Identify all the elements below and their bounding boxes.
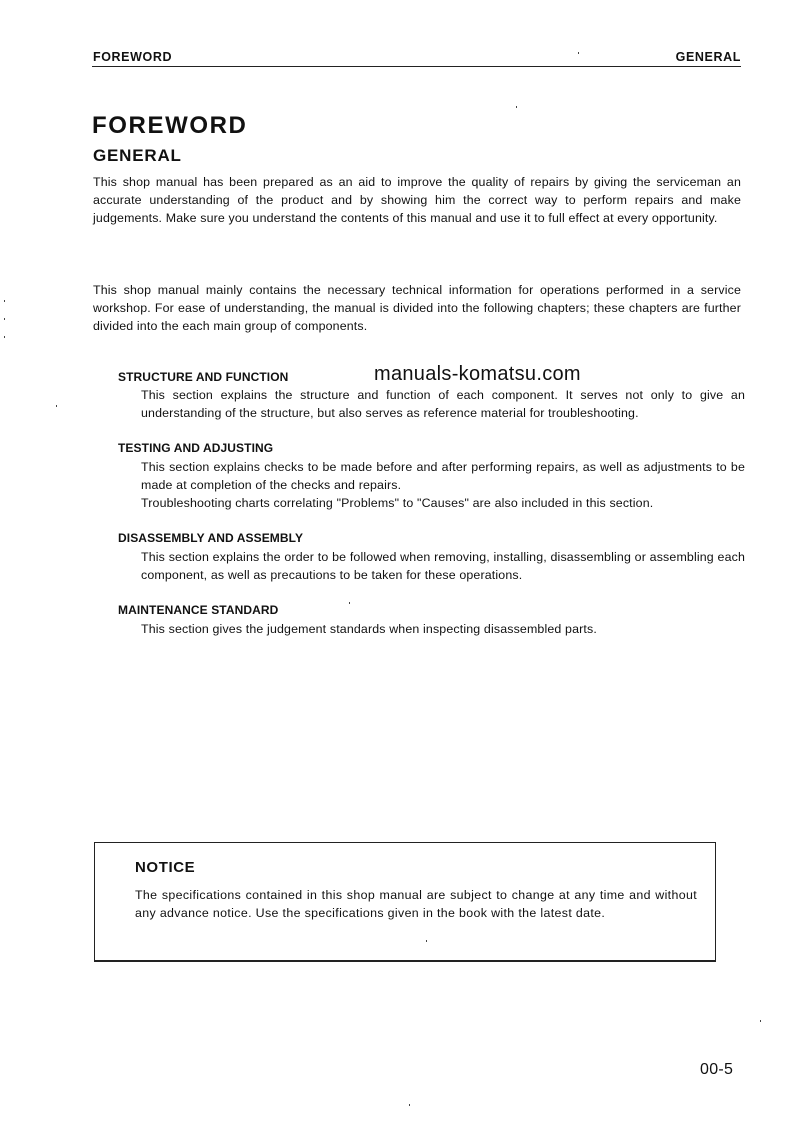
notice-box (94, 842, 716, 962)
header-rule (92, 66, 741, 67)
section-heading: STRUCTURE AND FUNCTION (118, 370, 289, 384)
section-heading: TESTING AND ADJUSTING (118, 441, 274, 455)
scan-speck (4, 318, 5, 320)
scan-speck (4, 300, 5, 302)
page-number: 00-5 (700, 1061, 734, 1078)
scan-speck (4, 336, 5, 338)
section-body-note: Troubleshooting charts correlating "Problems" to "Causes" are also included in this section. (141, 496, 654, 510)
header-chapter-title: FOREWORD (93, 50, 173, 64)
page-title: FOREWORD (92, 112, 248, 139)
scan-speck (349, 602, 350, 604)
intro-paragraph: This shop manual has been prepared as an aid to improve the quality of repairs by giving the serviceman an accurate understanding of the product and by showing him the correct way to perform repairs and make judgements. Make sure you understand the contents of this manual and use it to full effect at every opportunity. (93, 175, 741, 225)
watermark-url: manuals-komatsu.com (374, 363, 581, 385)
notice-title: NOTICE (135, 859, 196, 876)
scan-speck (56, 405, 57, 407)
scan-speck (426, 940, 427, 942)
section-heading: MAINTENANCE STANDARD (118, 603, 279, 617)
page-subtitle: GENERAL (93, 146, 182, 165)
notice-body: The specifications contained in this shop manual are subject to change at any time and without any advance notice. Use the specifications given in the book with the latest date. (135, 888, 697, 920)
section-body: This section explains the structure and function of each component. It serves not only to give an understanding of the structure, but also serves as reference material for troubleshooting. (141, 388, 745, 420)
scan-speck (760, 1020, 761, 1022)
header-section-title: GENERAL (675, 50, 741, 64)
section-body-block (141, 458, 745, 512)
section-body: This section gives the judgement standards when inspecting disassembled parts. (141, 622, 597, 636)
section-heading: DISASSEMBLY AND ASSEMBLY (118, 531, 304, 545)
scan-speck (578, 52, 579, 54)
scan-speck (409, 1104, 410, 1106)
section-body: This section explains the order to be followed when removing, installing, disassembling or assembling each component, as well as precautions to be taken for these operations. (141, 550, 745, 582)
scan-speck (516, 106, 517, 108)
chapters-paragraph: This shop manual mainly contains the necessary technical information for operations performed in a service workshop. For ease of understanding, the manual is divided into the following chapters; these chapters are further divided into the each main group of components. (93, 283, 741, 333)
section-body: This section explains checks to be made before and after performing repairs, as well as adjustments to be made at completion of the checks and repairs. (141, 460, 745, 492)
